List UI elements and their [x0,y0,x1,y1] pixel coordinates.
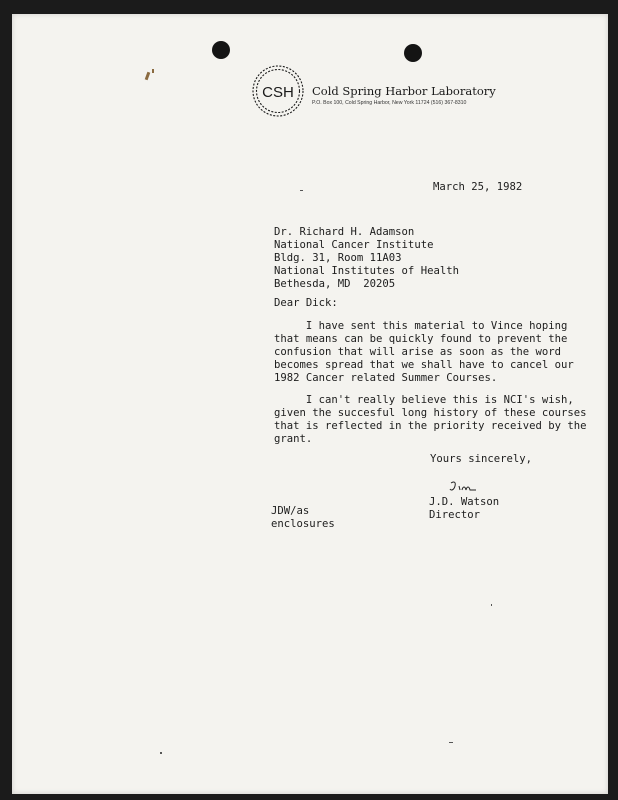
recipient-line: National Institutes of Health [274,265,459,277]
recipient-line: Dr. Richard H. Adamson [274,226,415,238]
organization-address: P.O. Box 100, Cold Spring Harbor, New York 11724 (516) 367-8310 [312,100,467,106]
stain-mark [152,69,154,73]
closing: Yours sincerely, [430,453,533,465]
stain-mark [145,72,151,81]
letter-date: March 25, 1982 [433,181,523,193]
recipient-line: Bethesda, MD 20205 [274,278,396,290]
body-line: grant. [274,433,313,445]
signer-title: Director [429,509,481,521]
dust-mark [449,742,453,743]
dust-mark [160,752,162,754]
body-line: that means can be quickly found to prevent the [274,333,568,345]
body-line: 1982 Cancer related Summer Courses. [274,372,498,384]
dust-mark [300,190,303,191]
body-line: given the succesful long history of these courses [274,407,587,419]
body-line: I have sent this material to Vince hoping [274,320,568,332]
body-line: that is reflected in the priority received by the [274,420,587,432]
initials: JDW/as [271,505,310,517]
body-line: becomes spread that we shall have to cancel our [274,359,574,371]
body-line: confusion that will arise as soon as the word [274,346,562,358]
organization-name: Cold Spring Harbor Laboratory [312,84,496,98]
signature [448,480,478,494]
signer-name: J.D. Watson [429,496,500,508]
punch-hole-right [404,44,422,62]
salutation: Dear Dick: [274,297,338,309]
recipient-line: National Cancer Institute [274,239,434,251]
dust-mark [491,604,492,606]
recipient-line: Bldg. 31, Room 11A03 [274,252,402,264]
enclosures: enclosures [271,518,335,530]
punch-hole-left [212,41,230,59]
csh-logo [249,62,307,120]
logo-text: CSH [262,84,294,101]
body-line: I can't really believe this is NCI's wish, [274,394,574,406]
letter-page [12,14,608,794]
